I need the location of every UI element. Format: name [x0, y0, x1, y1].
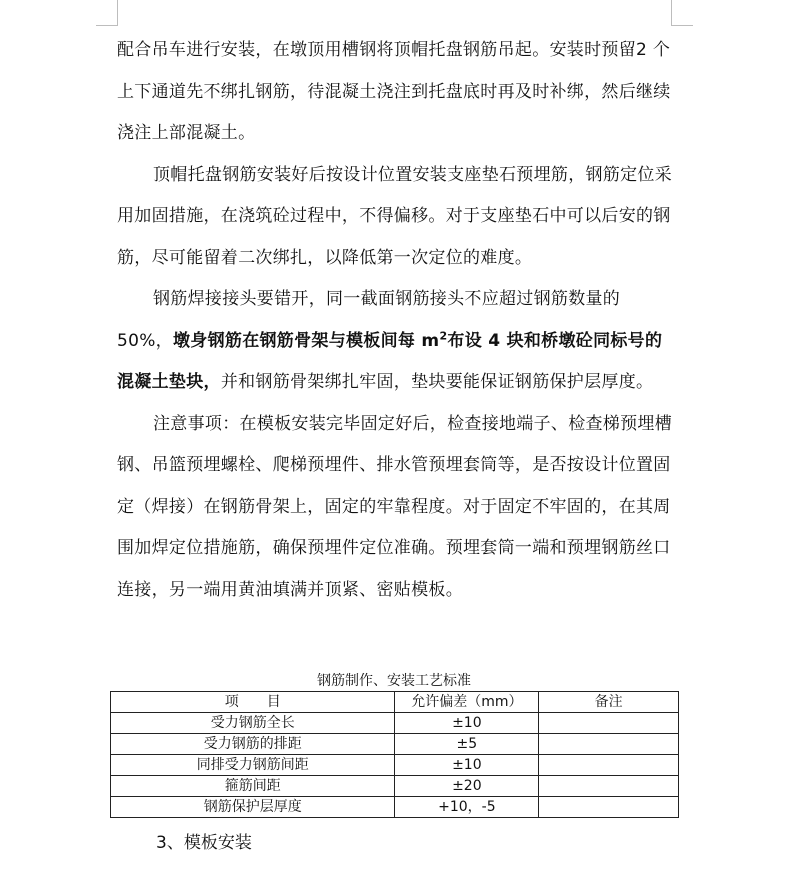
- paragraph-3-bold-part-2: 布设 4 块和桥墩砼同标号的混凝土垫块，: [117, 330, 663, 392]
- paragraph-3: [117, 279, 673, 404]
- table-caption: 钢筋制作、安装工艺标准: [317, 673, 471, 689]
- rebar-standard-table: [110, 691, 679, 818]
- cell-remark: [539, 713, 679, 734]
- table-row: [111, 713, 679, 734]
- cell-tolerance: ±5: [395, 734, 539, 755]
- table-row: [111, 797, 679, 818]
- cell-remark: [539, 755, 679, 776]
- cell-tolerance: ±10: [395, 713, 539, 734]
- paragraph-3-bold-part-1: 墩身钢筋在钢筋骨架与模板间每 m: [173, 330, 440, 351]
- table-row: [111, 776, 679, 797]
- table-row: [111, 755, 679, 776]
- superscript-2: 2: [439, 328, 448, 342]
- cell-tolerance: ±20: [395, 776, 539, 797]
- cell-item: 箍筋间距: [111, 776, 395, 797]
- cell-remark: [539, 734, 679, 755]
- header-tolerance: 允许偏差（mm）: [395, 692, 539, 713]
- paragraph-3-text-after: 并和钢筋骨架绑扎牢固，垫块要能保证钢筋保护层厚度。: [220, 372, 654, 392]
- paragraph-3-text-before: 钢筋焊接接头要错开，同一截面钢筋接头不应超过钢筋数量的50%，: [117, 289, 621, 351]
- paragraph-1: 配合吊车进行安装，在墩顶用槽钢将顶帽托盘钢筋吊起。安装时预留2 个上下通道先不绑扎钢筋，待混凝土浇注到托盘底时再及时补绑，然后继续浇注上部混凝土。: [117, 40, 671, 143]
- paragraph-4: 注意事项：在模板安装完毕固定好后，检查接地端子、检查梯预埋槽钢、吊篮预埋螺栓、爬梯预埋件、排水管预埋套筒等，是否按设计位置固定（焊接）在钢筋骨架上，固定的牢靠程度。对于固定不牢固的，在其周围加焊定位措施筋，确保预埋件定位准确。预埋套筒一端和预埋钢筋丝口连接，另一端用黄油填满并顶紧、密贴模板。: [117, 413, 672, 600]
- page-corner-mark-right: [671, 0, 693, 26]
- cell-tolerance: ±10: [395, 755, 539, 776]
- page-corner-mark-left: [96, 0, 118, 26]
- section-heading: 3、模板安装: [156, 833, 252, 853]
- cell-item: 同排受力钢筋间距: [111, 755, 395, 776]
- cell-remark: [539, 776, 679, 797]
- cell-remark: [539, 797, 679, 818]
- header-remark: 备注: [539, 692, 679, 713]
- cell-tolerance: +10，-5: [395, 797, 539, 818]
- paragraph-2: 顶帽托盘钢筋安装好后按设计位置安装支座垫石预埋筋，钢筋定位采用加固措施，在浇筑砼过程中，不得偏移。对于支座垫石中可以后安的钢筋，尽可能留着二次绑扎，以降低第一次定位的难度。: [117, 164, 672, 268]
- cell-item: 钢筋保护层厚度: [111, 797, 395, 818]
- table-header-row: [111, 692, 679, 713]
- cell-item: 受力钢筋的排距: [111, 734, 395, 755]
- cell-item: 受力钢筋全长: [111, 713, 395, 734]
- document-body: [117, 30, 673, 611]
- table-row: [111, 734, 679, 755]
- header-item: 项 目: [111, 692, 395, 713]
